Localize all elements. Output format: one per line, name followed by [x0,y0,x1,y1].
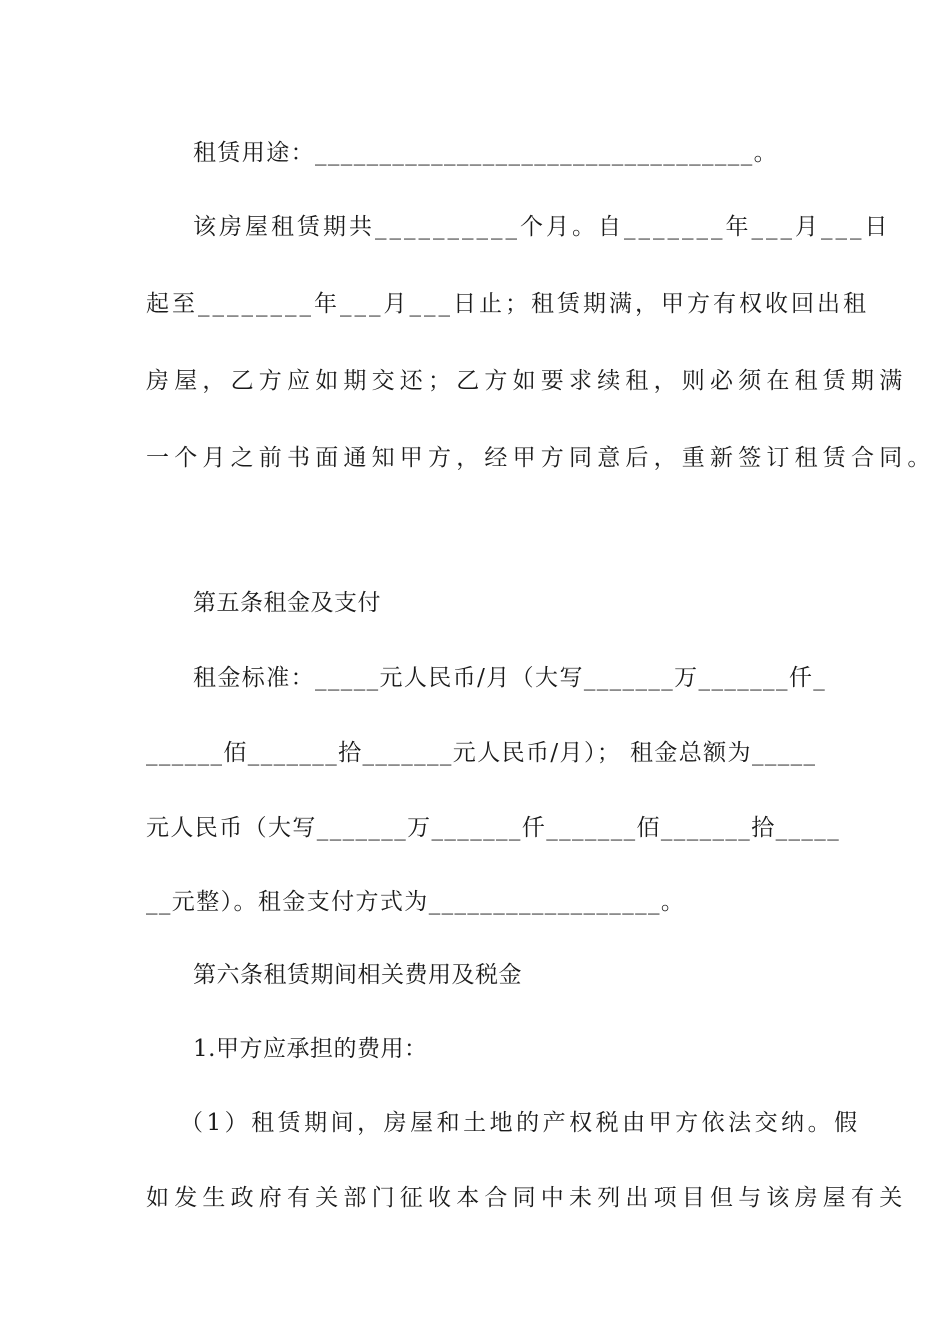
return-premises-line: 房屋，乙方应如期交还；乙方如要求续租，则必须在租赁期满 [146,368,908,394]
rent-standard-line: 租金标准：_____元人民币/月（大写_______万_______仟_ [193,665,827,691]
lease-term-line: 该房屋租赁期共__________个月。自_______年___月___日 [193,214,891,240]
payment-method-line: __元整）。租金支付方式为__________________。 [146,889,686,915]
renewal-notice-line: 一个月之前书面通知甲方，经甲方同意后，重新签订租赁合同。 [146,445,936,471]
article-5-heading: 第五条租金及支付 [193,590,381,616]
article-6-heading: 第六条租赁期间相关费用及税金 [193,962,522,988]
rent-total-line: ______佰_______拾_______元人民币/月）； 租金总额为_____ [146,740,817,766]
rental-purpose-line: 租赁用途：__________________________________。 [193,140,778,166]
party-a-expenses-heading: 1.甲方应承担的费用： [193,1036,428,1062]
property-tax-line: （1）租赁期间，房屋和土地的产权税由甲方依法交纳。假 [180,1110,861,1136]
lease-term-end-line: 起至________年___月___日止；租赁期满，甲方有权收回出租 [146,291,869,317]
rent-capital-amount-line: 元人民币（大写_______万_______仟_______佰_______拾_____ [146,815,841,841]
government-levy-line: 如发生政府有关部门征收本合同中未列出项目但与该房屋有关 [146,1185,908,1211]
